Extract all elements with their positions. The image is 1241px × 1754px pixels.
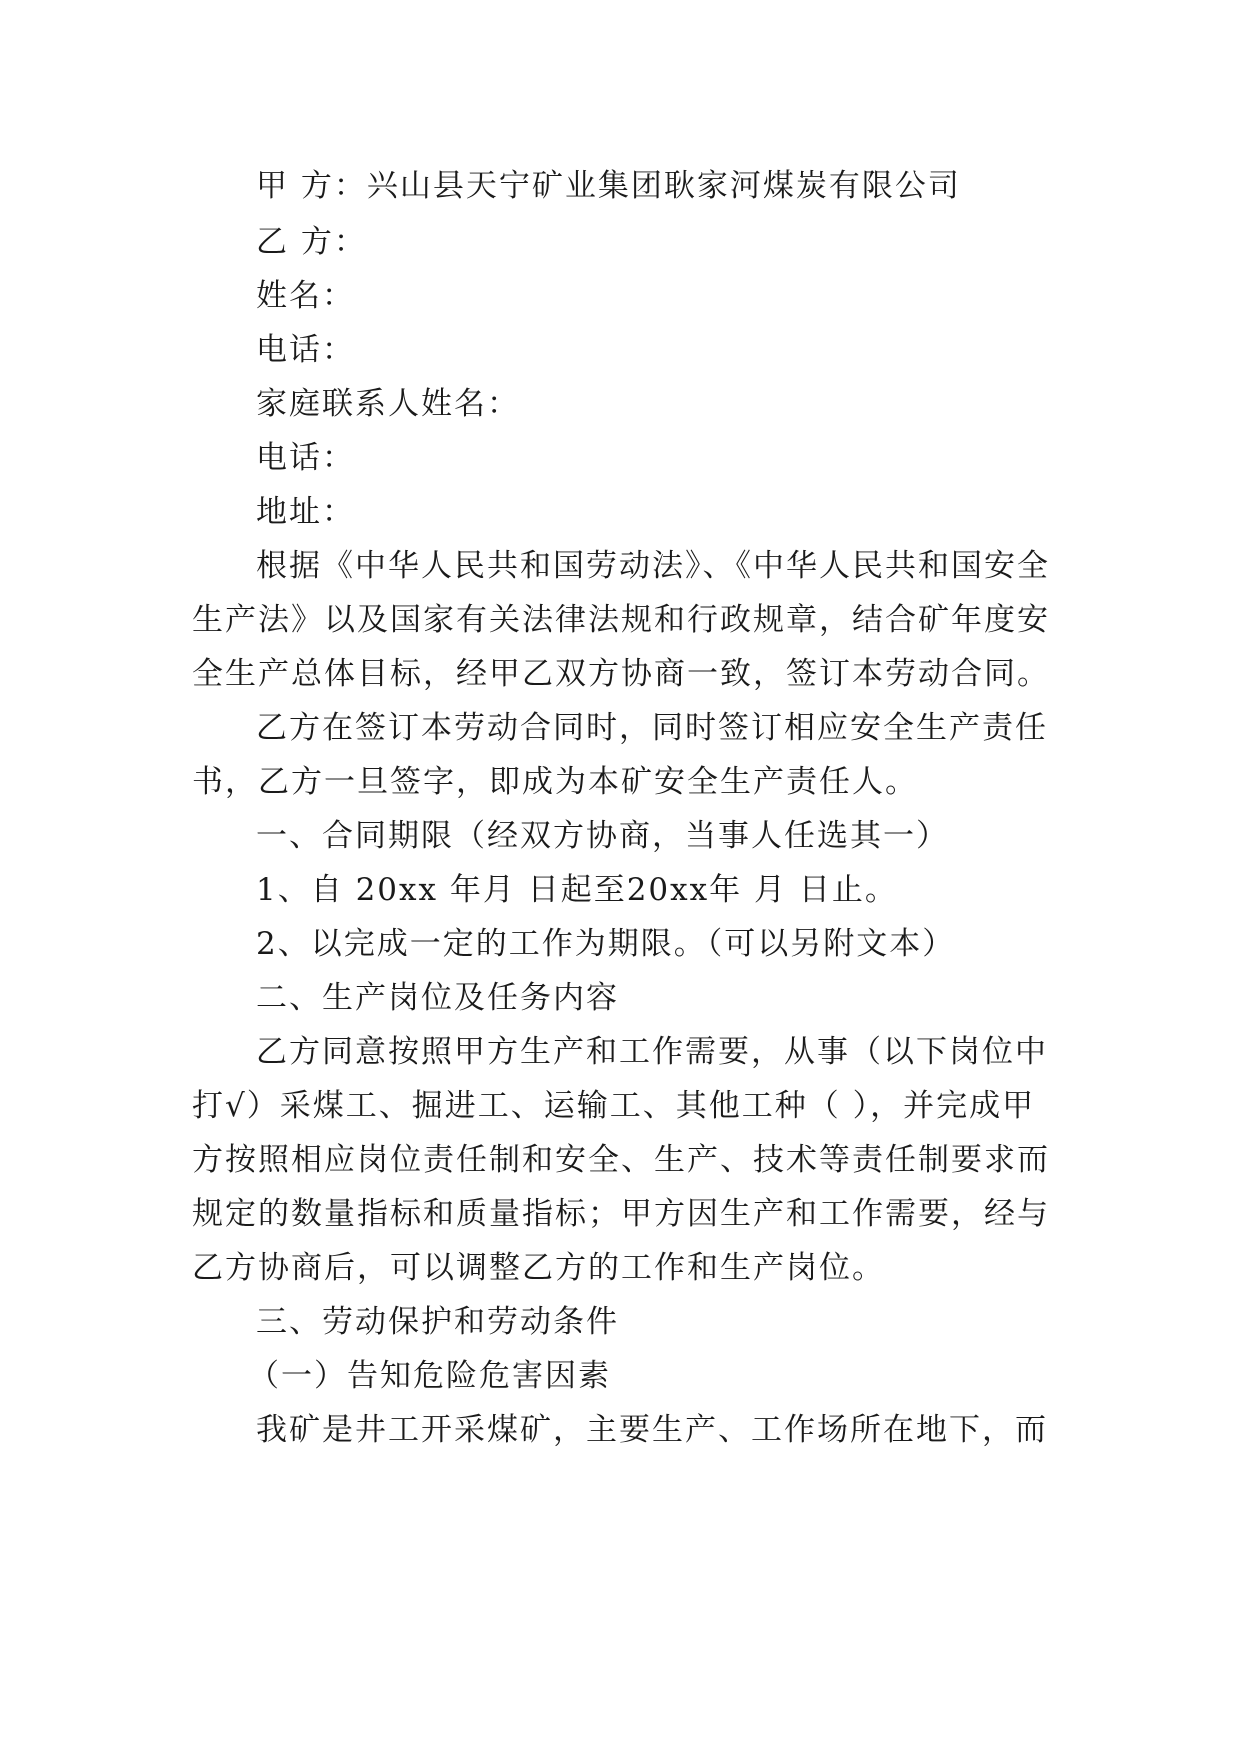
section-2-paragraph-line: 乙方同意按照甲方生产和工作需要，从事（以下岗位中 bbox=[256, 1034, 1048, 1070]
section-3-paragraph-line: 我矿是井工开采煤矿，主要生产、工作场所在地下，而 bbox=[256, 1412, 1048, 1448]
name-field-label: 姓名： bbox=[256, 278, 355, 314]
party-a-line: 甲 方：兴山县天宁矿业集团耿家河煤炭有限公司 bbox=[256, 168, 961, 204]
responsibility-paragraph-line: 乙方在签订本劳动合同时，同时签订相应安全生产责任 bbox=[256, 710, 1048, 746]
phone-field-label: 电话： bbox=[256, 332, 355, 368]
section-2-paragraph-line: 方按照相应岗位责任制和安全、生产、技术等责任制要求而 bbox=[192, 1142, 1050, 1178]
family-contact-name-label: 家庭联系人姓名： bbox=[256, 386, 520, 422]
section-3-subtitle: （一）告知危险危害因素 bbox=[248, 1358, 611, 1394]
section-1-item: 1、自 20xx 年月 日起至20xx年 月 日止。 bbox=[256, 872, 898, 908]
section-1-title: 一、合同期限（经双方协商，当事人任选其一） bbox=[256, 818, 949, 854]
section-2-paragraph-line: 规定的数量指标和质量指标；甲方因生产和工作需要，经与 bbox=[192, 1196, 1050, 1232]
family-phone-label: 电话： bbox=[256, 440, 355, 476]
section-2-paragraph-line: 打√）采煤工、掘进工、运输工、其他工种（ ），并完成甲 bbox=[192, 1088, 1036, 1124]
responsibility-paragraph-line: 书，乙方一旦签字，即成为本矿安全生产责任人。 bbox=[192, 764, 918, 800]
basis-paragraph-line: 全生产总体目标，经甲乙双方协商一致，签订本劳动合同。 bbox=[192, 656, 1050, 692]
basis-paragraph-line: 根据《中华人民共和国劳动法》、《中华人民共和国安全 bbox=[256, 548, 1050, 584]
address-label: 地址： bbox=[256, 494, 355, 530]
basis-paragraph-line: 生产法》以及国家有关法律法规和行政规章，结合矿年度安 bbox=[192, 602, 1050, 638]
section-2-title: 二、生产岗位及任务内容 bbox=[256, 980, 619, 1016]
section-3-title: 三、劳动保护和劳动条件 bbox=[256, 1304, 619, 1340]
section-2-paragraph-line: 乙方协商后，可以调整乙方的工作和生产岗位。 bbox=[192, 1250, 885, 1286]
party-b-line: 乙 方： bbox=[256, 224, 367, 260]
section-1-item: 2、以完成一定的工作为期限。（可以另附文本） bbox=[256, 926, 956, 962]
